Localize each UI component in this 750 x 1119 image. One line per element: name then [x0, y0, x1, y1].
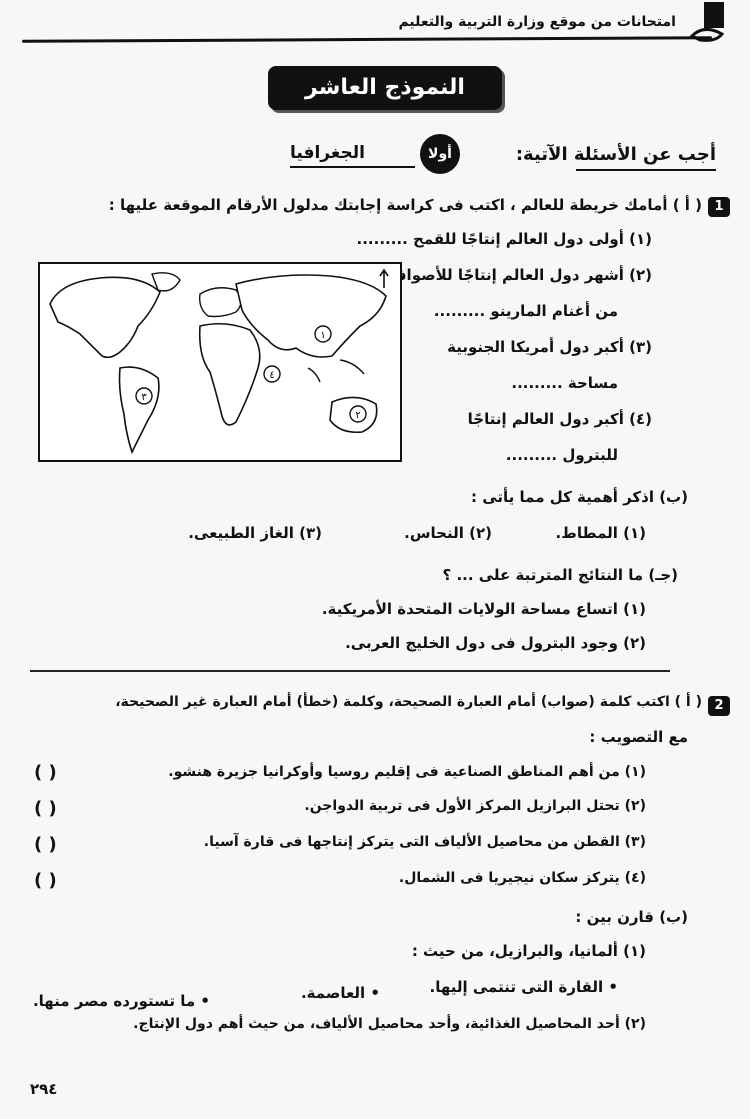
- q1-a-item: للبترول .........: [505, 446, 618, 464]
- north-america-shape: [50, 277, 160, 357]
- q1-b-intro: (ب) اذكر أهمية كل مما يأتى :: [471, 488, 688, 506]
- page-title: النموذج العاشر: [268, 66, 502, 110]
- q2-b-bullet: • ما تستورده مصر منها.: [32, 992, 210, 1010]
- question-1-number: 1: [708, 197, 730, 217]
- q2-b-bullet: • العاصمة.: [300, 984, 380, 1002]
- q2-a-item: (١) من أهم المناطق الصناعية فى إقليم روسيا وأوكرانيا جزيرة هنشو.: [168, 764, 646, 780]
- q1-b-item: (٣) الغاز الطبيعى.: [188, 524, 322, 542]
- south-america-shape: [120, 367, 159, 452]
- q2-a-item: (٢) تحتل البرازيل المركز الأول فى تربية الدواجن.: [304, 798, 646, 814]
- north-arrow-icon: [380, 270, 388, 288]
- section-underline: [290, 166, 415, 168]
- section-badge: أولا: [420, 134, 460, 174]
- map-label: ٣: [141, 392, 147, 403]
- answer-bracket: ( ): [34, 870, 57, 891]
- map-label: ٢: [355, 410, 361, 421]
- q1-a-item: (٤) أكبر دول العالم إنتاجًا: [467, 410, 652, 428]
- answer-bracket: ( ): [34, 834, 57, 855]
- q1-a-intro: ( أ ) أمامك خريطة للعالم ، اكتب فى كراسة إجابتك مدلول الأرقام الموقعة عليها :: [108, 196, 702, 214]
- section-divider: [30, 670, 670, 672]
- header-divider: [22, 36, 712, 43]
- q2-b-bullet: • القارة التى تنتمى إليها.: [429, 978, 618, 996]
- q1-c-intro: (جـ) ما النتائج المترتبة على ... ؟: [442, 566, 678, 584]
- section-label: الجغرافيا: [290, 143, 365, 163]
- islands-shape: [308, 360, 364, 382]
- answer-bracket: ( ): [34, 798, 57, 819]
- europe-shape: [200, 288, 241, 317]
- q1-a-item: (١) أولى دول العالم إنتاجًا للقمح .........: [356, 230, 652, 248]
- question-2-number: 2: [708, 696, 730, 716]
- q1-c-item: (٢) وجود البترول فى دول الخليج العربى.: [345, 634, 646, 652]
- q2-b-item: (١) ألمانيا، والبرازيل، من حيث :: [411, 942, 646, 960]
- header-text: امتحانات من موقع وزارة التربية والتعليم: [398, 14, 676, 30]
- q1-b-item: (٢) النحاس.: [404, 524, 492, 542]
- q2-b-item: (٢) أحد المحاصيل الغذائية، وأحد محاصيل الألياف، من حيث أهم دول الإنتاج.: [133, 1016, 646, 1032]
- africa-shape: [200, 324, 260, 425]
- q2-a-intro: ( أ ) اكتب كلمة (صواب) أمام العبارة الصحيحة، وكلمة (خطأ) أمام العبارة غير الصحيحة،: [115, 694, 702, 710]
- q1-a-item: (٢) أشهر دول العالم إنتاجًا للأصواف: [389, 266, 652, 284]
- map-label: ١: [320, 330, 326, 341]
- answer-bracket: ( ): [34, 762, 57, 783]
- q2-a-intro-2: مع التصويب :: [589, 728, 688, 746]
- map-label: ٤: [269, 370, 275, 381]
- page-number: ٢٩٤: [30, 1080, 58, 1098]
- q1-a-item: من أغنام المارينو .........: [433, 302, 618, 320]
- q1-a-item: (٣) أكبر دول أمريكا الجنوبية: [447, 338, 652, 356]
- q2-b-intro: (ب) قارن بين :: [575, 908, 688, 926]
- q2-a-item: (٣) القطن من محاصيل الألياف التى يتركز إنتاجها فى قارة آسيا.: [203, 834, 646, 850]
- instructions-underline: [576, 169, 716, 171]
- instructions: أجب عن الأسئلة الآتية:: [515, 144, 716, 165]
- q1-a-item: مساحة .........: [511, 374, 618, 392]
- corner-logo-icon: [686, 2, 732, 42]
- q1-b-item: (١) المطاط.: [555, 524, 646, 542]
- q1-c-item: (١) اتساع مساحة الولايات المتحدة الأمريكية.: [321, 600, 646, 618]
- world-map: [38, 262, 402, 462]
- q2-a-item: (٤) يتركز سكان نيجيريا فى الشمال.: [398, 870, 646, 886]
